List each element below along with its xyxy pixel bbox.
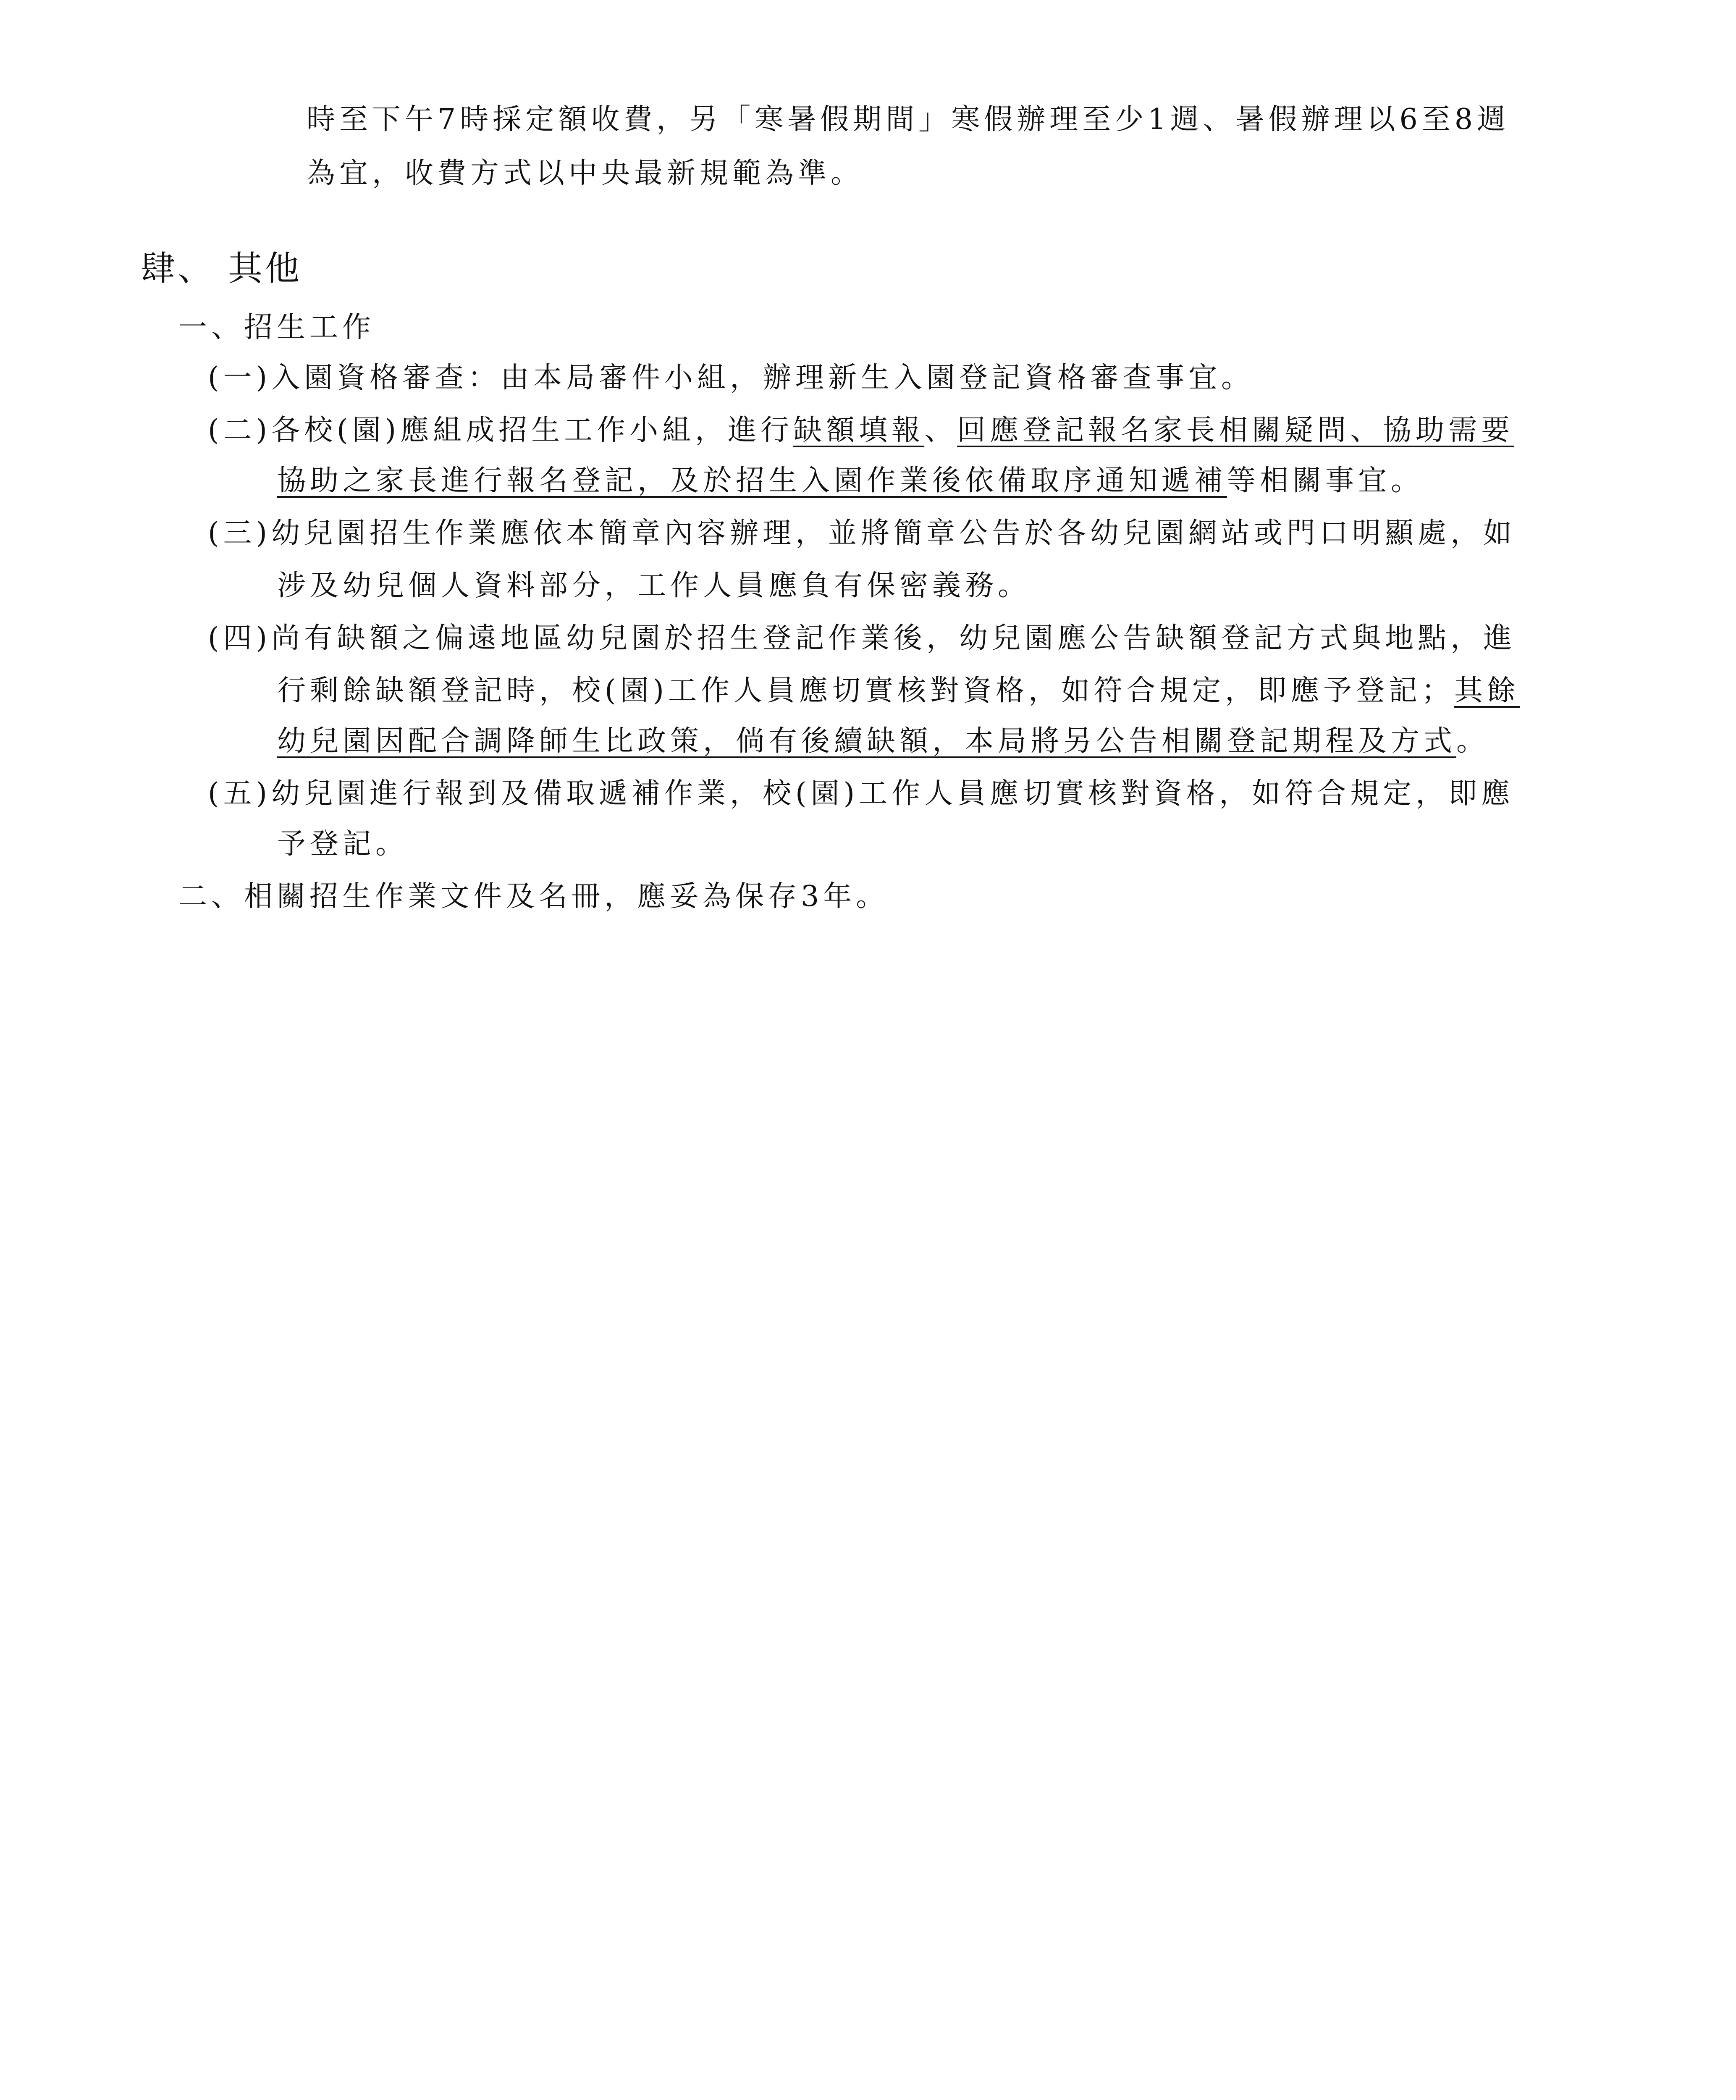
item-2-line-2-part-2: 等相關事宜。 (1227, 464, 1424, 497)
item-4-line-2-part-2: 其餘 (1454, 674, 1520, 707)
continuation-line-2: 為宜，收費方式以中央最新規範為準。 (307, 157, 864, 190)
item-4-line-2 (277, 672, 1520, 710)
item-3-line-1 (208, 514, 1516, 552)
item-2-line-2 (277, 462, 1424, 500)
item-4-line-1 (208, 620, 1516, 657)
item-4-line-2-part-1: 行剩餘缺額登記時，校(園)工作人員應切實核對資格，如符合規定，即應予登記； (277, 674, 1455, 707)
subsection-title-records: 二、相關招生作業文件及名冊，應妥為保存3年。 (178, 880, 889, 913)
item-2-line-2-part-1: 協助之家長進行報名登記，及於招生入園作業後依備取序通知遞補 (277, 464, 1227, 497)
item-3-line-2-text: 涉及幼兒個人資料部分，工作人員應負有保密義務。 (277, 569, 1031, 602)
item-2-line-1 (208, 412, 1514, 449)
item-4-line-3-part-1: 幼兒園因配合調降師生比政策，倘有後續缺額，本局將另公告相關登記期程及方式 (277, 724, 1457, 758)
item-4-line-3 (277, 722, 1489, 760)
item-3-line-1-text: (三)幼兒園招生作業應依本簡章內容辦理，並將簡章公告於各幼兒園網站或門口明顯處，如 (208, 517, 1516, 550)
section-heading: 肆、 其他 (141, 249, 302, 289)
item-5-line-1 (208, 775, 1514, 813)
item-2-line-1-part-2: 缺額填報 (793, 414, 925, 447)
item-1-line-1 (208, 359, 1254, 397)
subsection-title-recruitment: 一、招生工作 (178, 311, 375, 344)
continuation-line-1: 時至下午7時採定額收費，另「寒暑假期間」寒假辦理至少1週、暑假辦理以6至8週 (307, 103, 1510, 136)
item-4-line-1-text: (四)尚有缺額之偏遠地區幼兒園於招生登記作業後，幼兒園應公告缺額登記方式與地點，進 (208, 622, 1516, 655)
item-4-line-3-part-2: 。 (1456, 724, 1489, 758)
item-2-line-1-part-3: 、 (924, 414, 957, 447)
item-5-line-1-text: (五)幼兒園進行報到及備取遞補作業，校(園)工作人員應切實核對資格，如符合規定，即應 (208, 777, 1514, 810)
item-2-line-1-part-1: (二)各校(園)應組成招生工作小組，進行 (208, 414, 794, 447)
item-1-line-1-text: (一)入園資格審查：由本局審件小組，辦理新生入園登記資格審查事宜。 (208, 361, 1254, 394)
item-5-line-2 (277, 825, 408, 863)
item-3-line-2 (277, 567, 1031, 605)
item-2-line-1-part-4: 回應登記報名家長相關疑問、協助需要 (957, 414, 1514, 447)
item-5-line-2-text: 予登記。 (277, 827, 409, 861)
